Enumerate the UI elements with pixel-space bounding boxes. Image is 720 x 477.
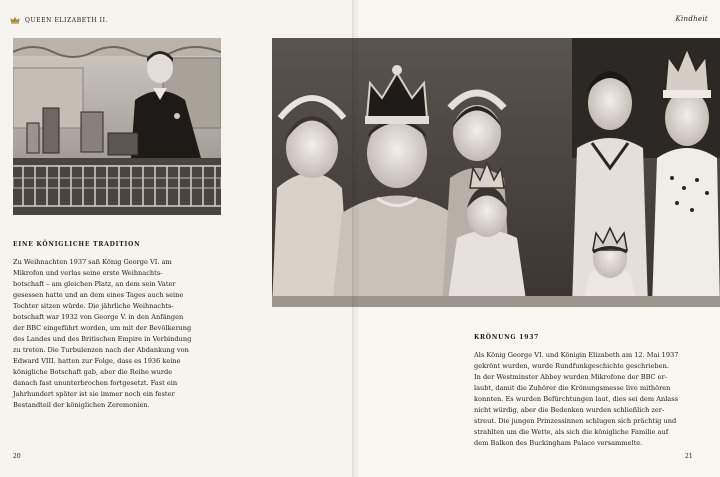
section-title: Kindheit [675, 15, 708, 23]
running-head [10, 16, 108, 24]
page-number-left: 20 [13, 453, 21, 460]
right-body-text [474, 350, 689, 449]
text-line: laubt, damit die Zuhörer die Krönungsmesse live mithören [474, 384, 671, 392]
text-line: Tochter sitzen würde. Die jährliche Weihnachts- [13, 302, 174, 310]
text-line: Als König George VI. und Königin Elizabeth am 12. Mai 1937 [474, 351, 679, 359]
right-heading: KRÖNUNG 1937 [474, 334, 540, 341]
running-head-text: QUEEN ELIZABETH II. [25, 16, 109, 24]
text-line: der BBC eingeführt worden, um mit der Bevölkerung [13, 324, 192, 332]
text-line: botschaft war 1932 von George V. in den Anfängen [13, 313, 184, 321]
text-line: gesessen hatte und an dem eines Tages auch seine [13, 291, 184, 299]
text-line: königliche Botschaft gab, aber die Reihe wurde [13, 368, 173, 376]
text-line: In der Westminster Abbey wurden Mikrofone der BBC er- [474, 373, 667, 381]
photo-king-microphone [13, 38, 221, 215]
text-line: strahlten um die Wette, als sich die königliche Familie auf [474, 428, 669, 436]
photo-royal-family-balcony [272, 38, 720, 307]
page-number-right: 21 [685, 453, 693, 460]
text-line: konnten. Es wurden Befürchtungen laut, dies sei dem Anlass [474, 395, 679, 403]
crown-icon [10, 16, 20, 24]
text-line: Jahrhundert später ist sie immer noch ein fester [13, 390, 175, 398]
text-line: Mikrofon und verlas seine erste Weihnachts- [13, 269, 163, 277]
king-photo-illustration [13, 38, 221, 215]
text-line: zu treten. Die Turbulenzen nach der Abdankung von [13, 346, 189, 354]
left-body-text [13, 257, 213, 411]
book-gutter [352, 0, 358, 477]
text-line: Zu Weihnachten 1937 saß König George VI. am [13, 258, 172, 266]
text-line: des Landes und des Britischen Empire in Verbindung [13, 335, 192, 343]
text-line: streut. Die jungen Prinzessinnen schlugen sich prächtig und [474, 417, 677, 425]
text-line: danach fast ununterbrochen fortgesetzt. Fast ein [13, 379, 178, 387]
left-heading: EINE KÖNIGLICHE TRADITION [13, 241, 141, 248]
text-line: Bestandteil der königlichen Zeremonien. [13, 401, 150, 409]
text-line: Edward VIII. hatten zur Folge, dass es 1936 keine [13, 357, 181, 365]
text-line: nicht würdig, aber die Bedenken wurden schließlich zer- [474, 406, 665, 414]
text-line: botschaft – am gleichen Platz, an dem sein Vater [13, 280, 176, 288]
royal-family-photo-illustration [272, 38, 720, 307]
text-line: dem Balkon des Buckingham Palace versammelte. [474, 439, 643, 447]
text-line: gekrönt wurden, wurde Rundfunkgeschichte geschrieben. [474, 362, 669, 370]
